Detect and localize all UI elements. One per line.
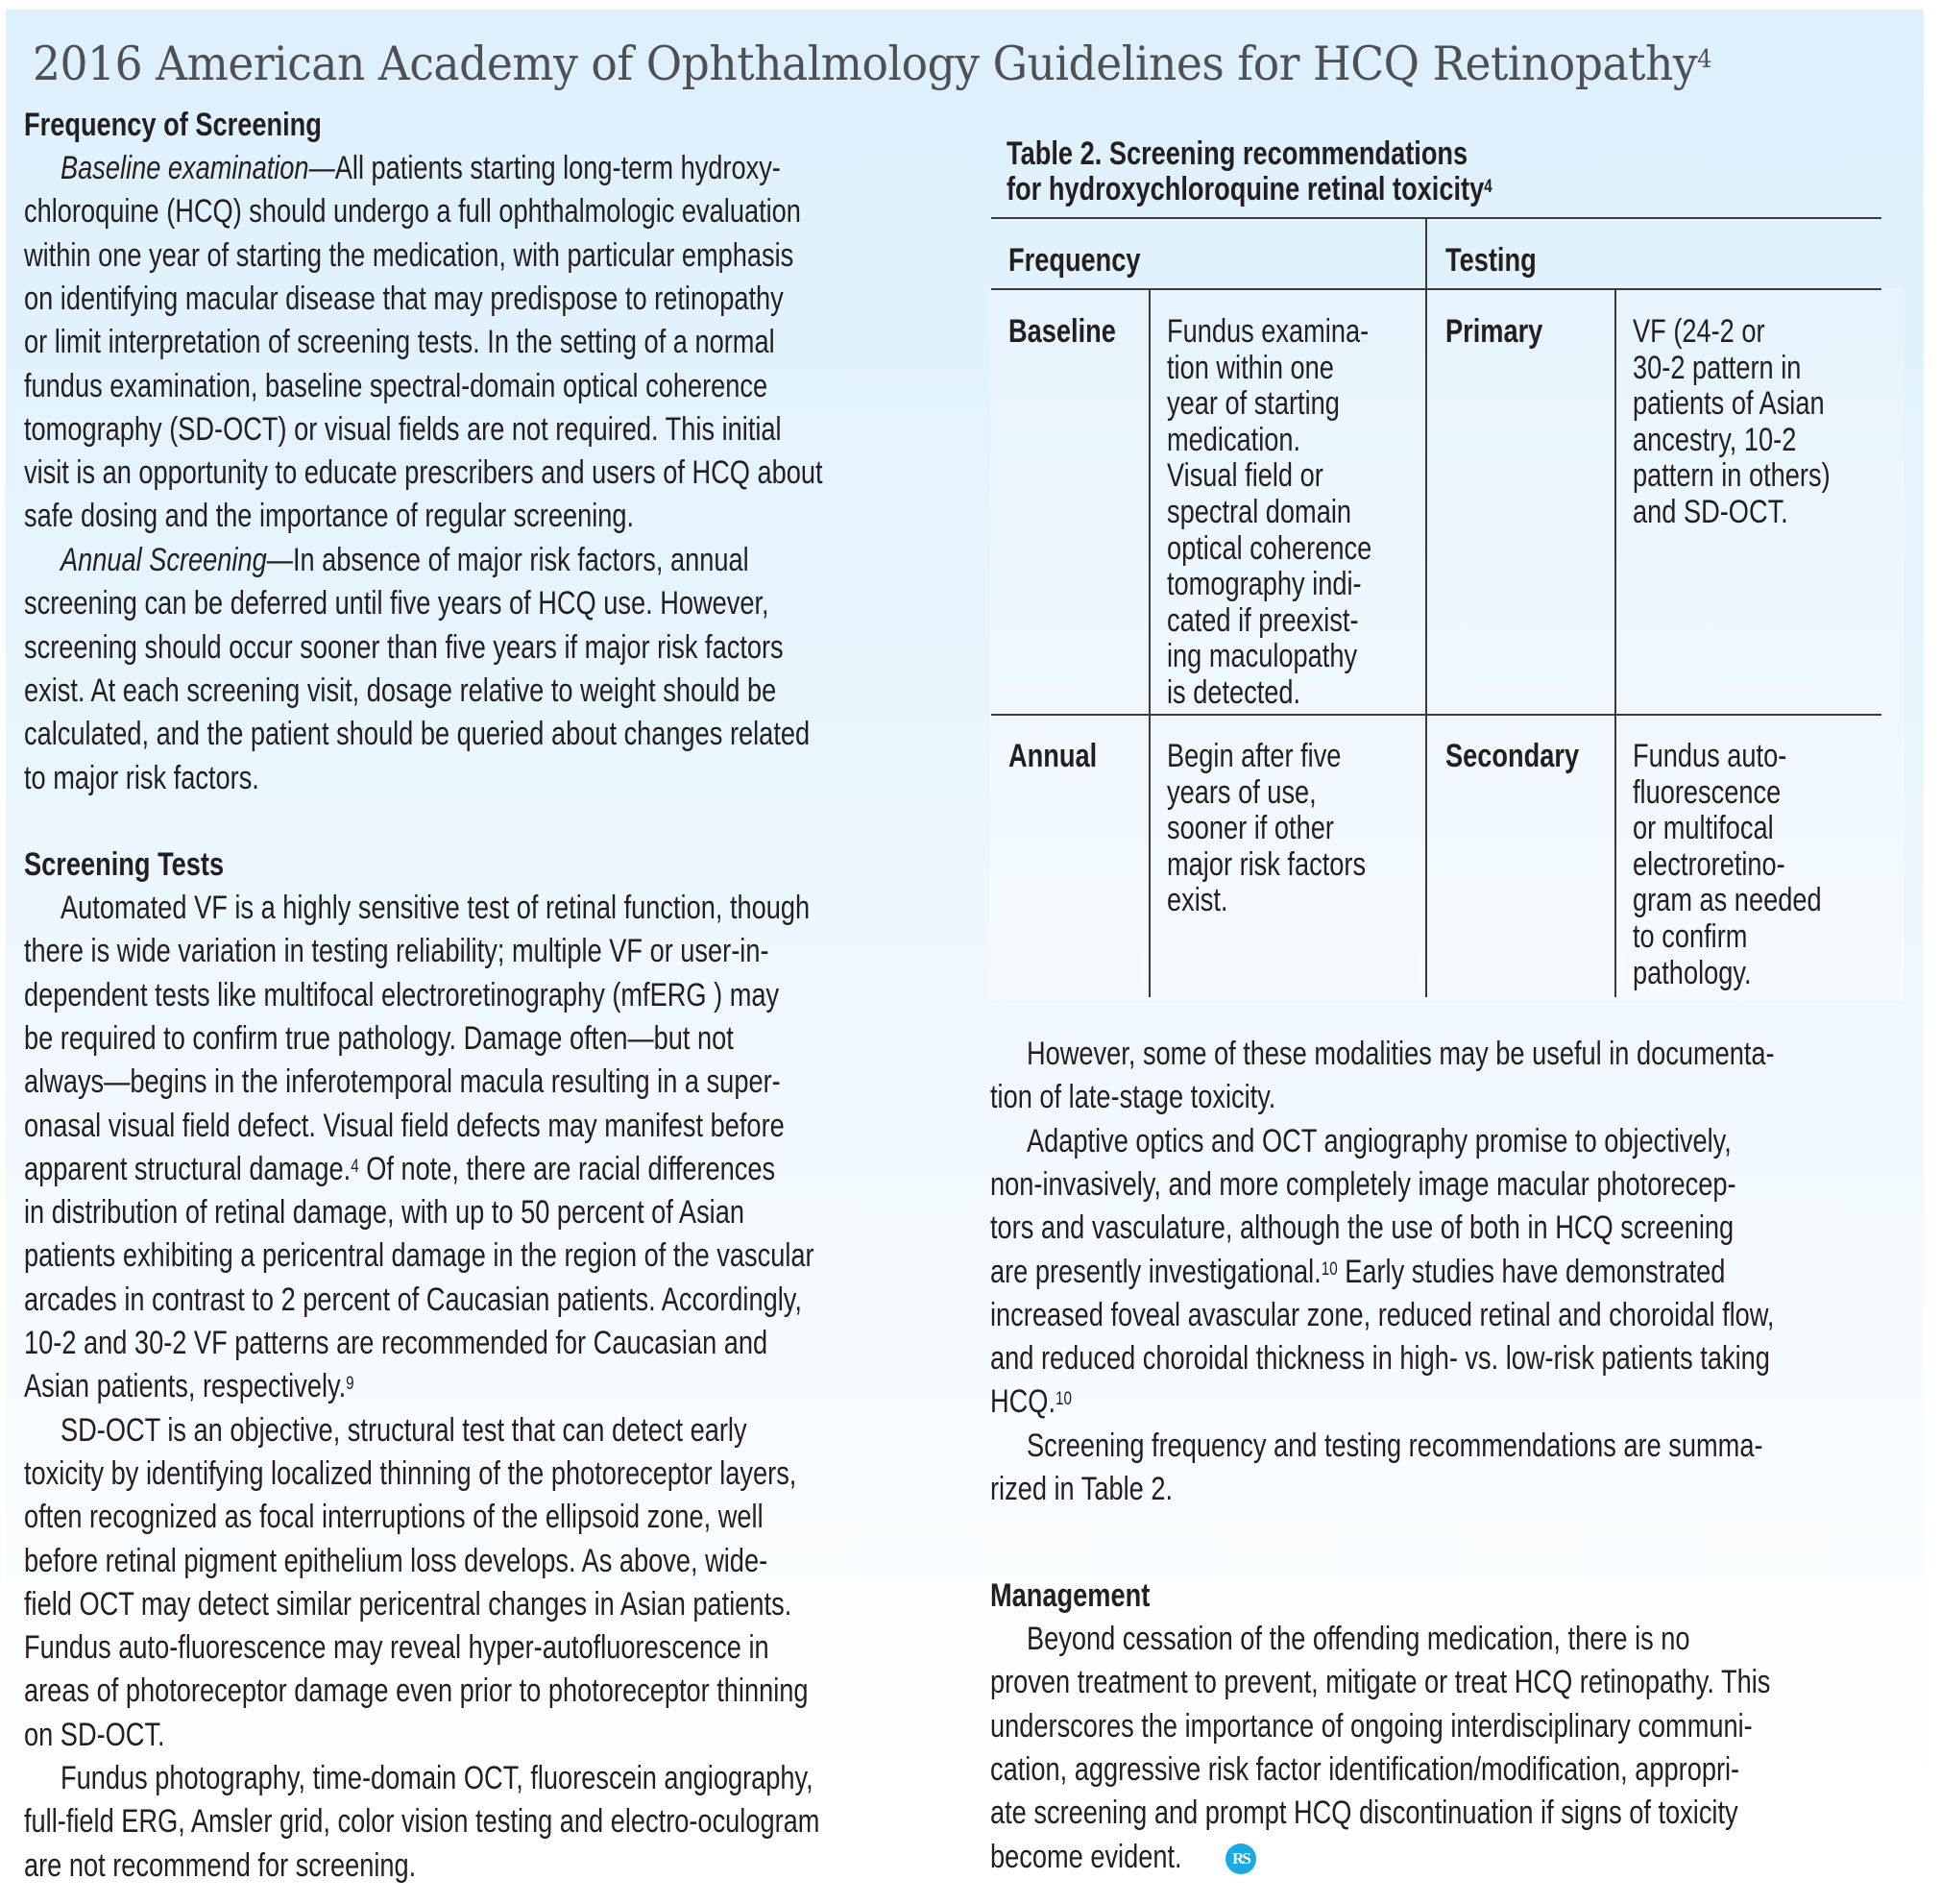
line-text: toxicity by identifying localized thinning of the photoreceptor layers, [24, 1454, 797, 1492]
line-text: SD-OCT is an objective, structural test that can detect early [61, 1411, 747, 1449]
paragraph-line [24, 1629, 769, 1667]
paragraph-line [61, 1411, 747, 1449]
paragraph-line [990, 1664, 1771, 1701]
paragraph-line [24, 410, 782, 448]
line-text: —All patients starting long-term hydroxy- [308, 150, 781, 186]
paragraph-line [990, 1473, 1173, 1505]
line-text: Fundus auto-fluorescence may reveal hyper-autofluorescence in [24, 1629, 769, 1667]
line-text: in distribution of retinal damage, with up to 50 percent of Asian [24, 1194, 744, 1232]
line-text: patients exhibiting a pericentral damage in the region of the vascular [24, 1237, 814, 1275]
paragraph-line [990, 1838, 1182, 1875]
paragraph-line [24, 498, 635, 535]
paragraph-line [24, 1194, 744, 1232]
paragraph-line [61, 544, 749, 576]
line-text: or limit interpretation of screening tests. In the setting of a normal [24, 324, 775, 361]
line-text: arcades in contrast to 2 percent of Caucasian patients. Accordingly, [24, 1281, 802, 1318]
paragraph-line [24, 367, 768, 404]
line-text: often recognized as focal interruptions of the ellipsoid zone, well [24, 1499, 764, 1536]
line-text: field OCT may detect similar pericentral changes in Asian patients. [24, 1585, 792, 1623]
cell-line: pathology. [1633, 954, 1752, 991]
paragraph-line [24, 1283, 802, 1316]
line-text: exist. At each screening visit, dosage relative to weight should be [24, 671, 777, 709]
line-text: 10-2 and 30-2 VF patterns are recommended for Caucasian and [24, 1325, 768, 1361]
line-text: cation, aggressive risk factor identification/modification, appropri- [990, 1750, 1740, 1788]
cell-line: years of use, [1167, 773, 1317, 811]
line-text: Adaptive optics and OCT angiography promise to objectively, [1027, 1122, 1732, 1159]
cell-line: Secondary [1445, 738, 1580, 774]
cell-line: Fundus auto- [1633, 738, 1787, 774]
line-text: Fundus photography, time-domain OCT, fluorescein angiography, [61, 1760, 813, 1796]
line-text: safe dosing and the importance of regular screening. [24, 498, 635, 535]
line-text: within one year of starting the medication, with particular emphasis [24, 236, 794, 274]
cell-line: ing maculopathy [1167, 638, 1358, 675]
line-text: —In absence of major risk factors, annual [266, 542, 749, 578]
paragraph-line [990, 1209, 1735, 1247]
right-column [990, 0, 1912, 1904]
paragraph-line [1027, 1429, 1763, 1462]
cell-line: and SD-OCT. [1633, 494, 1788, 530]
cell-line: is detected. [1167, 674, 1301, 711]
cell-line: Visual field or [1167, 457, 1323, 495]
line-text: are presently investigational. [990, 1253, 1322, 1290]
reference-superscript: 9 [346, 1374, 354, 1395]
line-text: onasal visual field defect. Visual field defects may manifest before [24, 1107, 785, 1144]
cell-line: sooner if other [1167, 810, 1334, 847]
section-heading-frequency: Frequency of Screening [24, 107, 322, 143]
paragraph-line [24, 1846, 417, 1884]
caption-reference: 4 [1484, 177, 1492, 197]
line-text: Early studies have demonstrated [1337, 1253, 1726, 1290]
cell-line: optical coherence [1167, 529, 1372, 567]
paragraph-line [24, 1107, 785, 1144]
paragraph-line [990, 1165, 1736, 1203]
line-text: always—begins in the inferotemporal macula resulting in a super- [24, 1063, 781, 1101]
paragraph-line [24, 1499, 764, 1536]
line-text: However, some of these modalities may be useful in documenta- [1027, 1036, 1775, 1072]
cell-line: fluorescence [1633, 773, 1782, 811]
line-text: screening should occur sooner than five years if major risk factors [24, 628, 784, 666]
cell-line: ancestry, 10-2 [1633, 421, 1797, 458]
paragraph-line [24, 933, 769, 970]
paragraph-line [990, 1079, 1276, 1116]
paragraph-line [1027, 1037, 1775, 1070]
paragraph-line [24, 1454, 797, 1492]
line-text: increased foveal avascular zone, reduced retinal and choroidal flow, [990, 1296, 1775, 1333]
cell-line: Annual [1008, 738, 1098, 774]
line-text: non-invasively, and more completely image macular photorecep- [990, 1165, 1736, 1203]
cell-line: VF (24-2 or [1633, 313, 1765, 350]
paragraph-line [24, 1327, 767, 1359]
paragraph-line [24, 1585, 792, 1623]
paragraph-line [990, 1794, 1738, 1832]
line-text: Automated VF is a highly sensitive test of retinal function, though [61, 890, 811, 926]
line-text: Of note, there are racial differences [358, 1150, 776, 1187]
table-caption-line: Table 2. Screening recommendations [1007, 135, 1468, 172]
paragraph-line [24, 587, 769, 620]
paragraph-line [24, 628, 784, 666]
line-text: apparent structural damage. [24, 1150, 352, 1187]
title-reference: 4 [1697, 44, 1712, 74]
line-text: calculated, and the patient should be queried about changes related [24, 716, 811, 753]
cell-line: cated if preexist- [1167, 601, 1359, 639]
paragraph-line [24, 1063, 781, 1101]
paragraph-line [24, 1019, 734, 1057]
paragraph-line [24, 716, 811, 753]
line-text: before retinal pigment epithelium loss develops. As above, wide- [24, 1542, 768, 1579]
paragraph-line [24, 976, 780, 1013]
line-text: Beyond cessation of the offending medication, there is no [1027, 1621, 1690, 1657]
section-heading-management: Management [990, 1577, 1151, 1614]
line-text: become evident. [990, 1838, 1182, 1875]
paragraph-line [61, 152, 781, 184]
paragraph-line [24, 282, 784, 315]
paragraph-line [990, 1296, 1775, 1333]
lead-annual: Annual Screening [61, 542, 267, 578]
cell-line: medication. [1167, 421, 1301, 458]
paragraph-line [24, 759, 259, 796]
paragraph-line [61, 891, 810, 924]
paragraph-line [24, 1370, 354, 1403]
paragraph-line [24, 671, 777, 709]
line-text: be required to confirm true pathology. Damage often—but not [24, 1019, 734, 1057]
line-text: underscores the importance of ongoing interdisciplinary communi- [990, 1707, 1753, 1745]
paragraph-line [24, 193, 801, 231]
line-text: fundus examination, baseline spectral-domain optical coherence [24, 367, 768, 404]
line-text: full-field ERG, Amsler grid, color vision testing and electro-oculogram [24, 1803, 820, 1841]
lead-baseline: Baseline examination [61, 150, 309, 186]
cell-line: Primary [1445, 313, 1543, 350]
line-text: on identifying macular disease that may predispose to retinopathy [24, 280, 784, 317]
line-text: chloroquine (HCQ) should undergo a full ophthalmologic evaluation [24, 193, 801, 231]
line-text: HCQ. [990, 1383, 1055, 1421]
paragraph-line [990, 1750, 1740, 1788]
paragraph-line [24, 1542, 768, 1579]
cell-line: Baseline [1008, 313, 1116, 350]
line-text: visit is an opportunity to educate prescribers and users of HCQ about [24, 454, 823, 492]
cell-line: exist. [1167, 882, 1228, 919]
cell-line: year of starting [1167, 385, 1340, 423]
line-text: to major risk factors. [24, 759, 259, 796]
line-text: are not recommend for screening. [24, 1846, 417, 1884]
reference-superscript: 4 [351, 1156, 359, 1177]
cell-line: pattern in others) [1633, 457, 1831, 495]
paragraph-line [990, 1707, 1753, 1745]
cell-line: Fundus examina- [1167, 313, 1370, 350]
cell-line: 30-2 pattern in [1633, 349, 1802, 386]
cell-line: gram as needed [1633, 882, 1822, 919]
reference-superscript: 10 [1055, 1389, 1072, 1410]
paragraph-line [61, 1762, 813, 1794]
paragraph-line [990, 1340, 1770, 1378]
paragraph-line [990, 1383, 1072, 1421]
rs-end-mark-icon: RS [1225, 1843, 1256, 1874]
line-text: Screening frequency and testing recommendations are summa- [1027, 1427, 1763, 1464]
reference-superscript: 10 [1321, 1258, 1338, 1280]
cell-line: tomography indi- [1167, 566, 1362, 603]
cell-line: tion within one [1167, 349, 1334, 386]
title-text: 2016 American Academy of Ophthalmology Guidelines for HCQ Retinopathy [33, 37, 1698, 91]
line-text: there is wide variation in testing reliability; multiple VF or user-in- [24, 933, 769, 970]
cell-line: electroretino- [1633, 845, 1785, 883]
section-heading-screening-tests: Screening Tests [24, 846, 225, 883]
paragraph-line [24, 236, 794, 274]
paragraph-line [24, 454, 823, 492]
line-text: on SD-OCT. [24, 1716, 165, 1753]
line-text: rized in Table 2. [990, 1471, 1174, 1507]
cell-line: spectral domain [1167, 494, 1352, 530]
paragraph-line [24, 324, 775, 361]
line-text: ate screening and prompt HCQ discontinuation if signs of toxicity [990, 1794, 1738, 1832]
cell-line: patients of Asian [1633, 385, 1825, 423]
line-text: tion of late-stage toxicity. [990, 1079, 1276, 1116]
paragraph-line [1027, 1122, 1732, 1159]
line-text: proven treatment to prevent, mitigate or treat HCQ retinopathy. This [990, 1664, 1771, 1701]
paragraph-line [24, 1150, 776, 1187]
line-text: dependent tests like multifocal electroretinography (mfERG ) may [24, 976, 780, 1013]
cell-line: or multifocal [1633, 810, 1774, 847]
line-text: tomography (SD-OCT) or visual fields are not required. This initial [24, 410, 782, 448]
line-text: areas of photoreceptor damage even prior to photoreceptor thinning [24, 1672, 809, 1710]
left-column [24, 0, 946, 1904]
line-text: and reduced choroidal thickness in high- vs. low-risk patients taking [990, 1340, 1770, 1378]
paragraph-line [1027, 1623, 1690, 1655]
line-text: Asian patients, respectively. [24, 1368, 347, 1405]
paragraph-line [24, 1716, 165, 1753]
paragraph-line [24, 1803, 820, 1841]
line-text: tors and vasculature, although the use of both in HCQ screening [990, 1209, 1735, 1247]
line-text: screening can be deferred until five years of HCQ use. However, [24, 585, 769, 622]
paragraph-line [24, 1672, 809, 1710]
header-text: Frequency [1008, 242, 1141, 279]
cell-line: Begin after five [1167, 738, 1342, 774]
paragraph-line [990, 1253, 1726, 1290]
cell-line: major risk factors [1167, 845, 1367, 883]
paragraph-line [24, 1237, 814, 1275]
header-text: Testing [1445, 242, 1537, 279]
cell-line: to confirm [1633, 918, 1748, 955]
caption-text: for hydroxychloroquine retinal toxicity [1007, 171, 1485, 207]
